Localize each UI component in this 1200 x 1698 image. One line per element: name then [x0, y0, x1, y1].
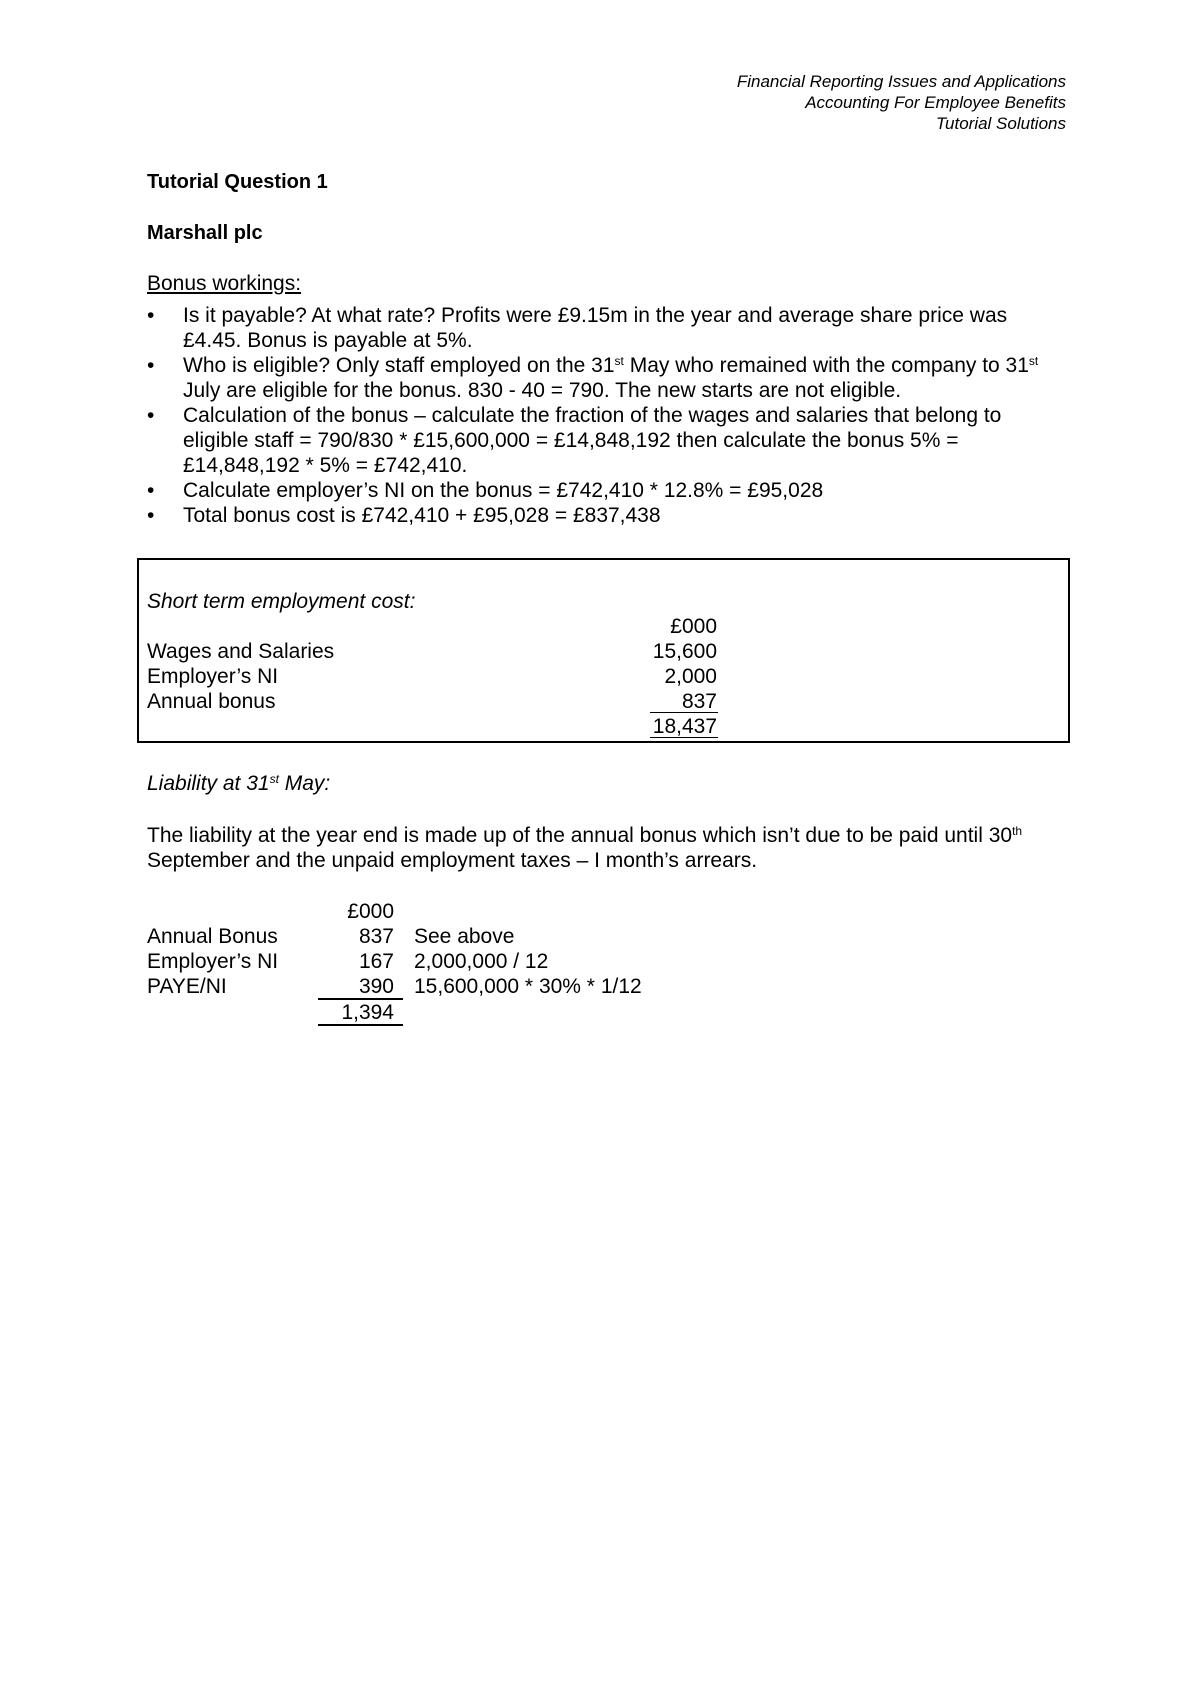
bullet-icon: • — [147, 504, 155, 527]
bullet-icon: • — [147, 354, 155, 377]
document-header — [737, 71, 1066, 134]
total-rule — [650, 737, 718, 738]
header-topic: Accounting For Employee Benefits — [805, 93, 1066, 112]
short-term-heading: Short term employment cost: — [147, 590, 416, 613]
unit-label: £000 — [347, 900, 394, 923]
liability-heading-text: May: — [278, 772, 331, 795]
liability-heading-text: Liability at 31 — [147, 772, 270, 795]
list-item — [147, 303, 1067, 353]
liability-paragraph — [147, 823, 1067, 873]
row-value: 390 — [358, 975, 394, 998]
bullet-text: Calculate employer’s NI on the bonus = £742,410 * 12.8% = £95,028 — [183, 479, 824, 502]
row-label: PAYE/NI — [147, 975, 227, 998]
list-item — [147, 478, 1067, 503]
bullet-text: Total bonus cost is £742,410 + £95,028 = £837,438 — [183, 504, 661, 527]
bullet-icon: • — [147, 479, 155, 502]
superscript: st — [614, 354, 624, 368]
header-type: Tutorial Solutions — [935, 114, 1066, 133]
paragraph-text: The liability at the year end is made up of the annual bonus which isn’t due to be paid until 30 — [147, 824, 1013, 847]
bullet-text: May who remained with the company to 31 — [623, 354, 1029, 377]
liability-heading — [147, 772, 330, 796]
list-item — [147, 403, 1067, 478]
row-note: 2,000,000 / 12 — [414, 950, 549, 973]
total-rule — [318, 1024, 403, 1026]
bullet-text: July are eligible for the bonus. 830 - 40 = 790. The new starts are not eligible. — [183, 379, 902, 402]
list-item — [147, 353, 1067, 403]
row-label: Employer’s NI — [147, 665, 279, 688]
header-course: Financial Reporting Issues and Applications — [736, 72, 1066, 91]
bullet-text: Who is eligible? Only staff employed on the 31 — [183, 354, 615, 377]
bullet-text: Is it payable? At what rate? Profits were £9.15m in the year and average share price was £4.45. Bonus is payable at 5%. — [183, 304, 1008, 352]
total-value: 18,437 — [652, 715, 717, 738]
row-note: See above — [414, 925, 515, 948]
subtotal-rule — [650, 712, 718, 713]
row-value: 15,600 — [652, 640, 717, 663]
row-value: 837 — [681, 690, 717, 713]
total-value: 1,394 — [341, 1001, 394, 1024]
bullet-icon: • — [147, 304, 155, 327]
list-item — [147, 503, 1067, 528]
row-value: 2,000 — [664, 665, 717, 688]
short-term-cost-box — [137, 558, 1070, 743]
row-value: 167 — [358, 950, 394, 973]
superscript: st — [269, 772, 279, 786]
bonus-workings-heading: Bonus workings: — [147, 272, 302, 295]
paragraph-text: September and the unpaid employment taxes – I month’s arrears. — [147, 849, 758, 872]
superscript: th — [1012, 824, 1023, 838]
bonus-workings-list — [147, 303, 1067, 528]
bullet-icon: • — [147, 404, 155, 427]
row-note: 15,600,000 * 30% * 1/12 — [414, 975, 642, 998]
company-name: Marshall plc — [147, 222, 263, 244]
bullet-text: Calculation of the bonus – calculate the fraction of the wages and salaries that belong to eligible staff = 790/830 * £15,600,000 = £14,848,192 then calculate the bonus 5% = £14,848,192 * 5% = £742,410. — [183, 404, 1002, 477]
unit-label: £000 — [670, 615, 717, 638]
superscript: st — [1028, 354, 1039, 368]
row-value: 837 — [358, 925, 394, 948]
question-title: Tutorial Question 1 — [147, 171, 328, 193]
row-label: Annual bonus — [147, 690, 276, 713]
row-label: Wages and Salaries — [147, 640, 335, 663]
row-label: Employer’s NI — [147, 950, 279, 973]
row-label: Annual Bonus — [147, 925, 278, 948]
